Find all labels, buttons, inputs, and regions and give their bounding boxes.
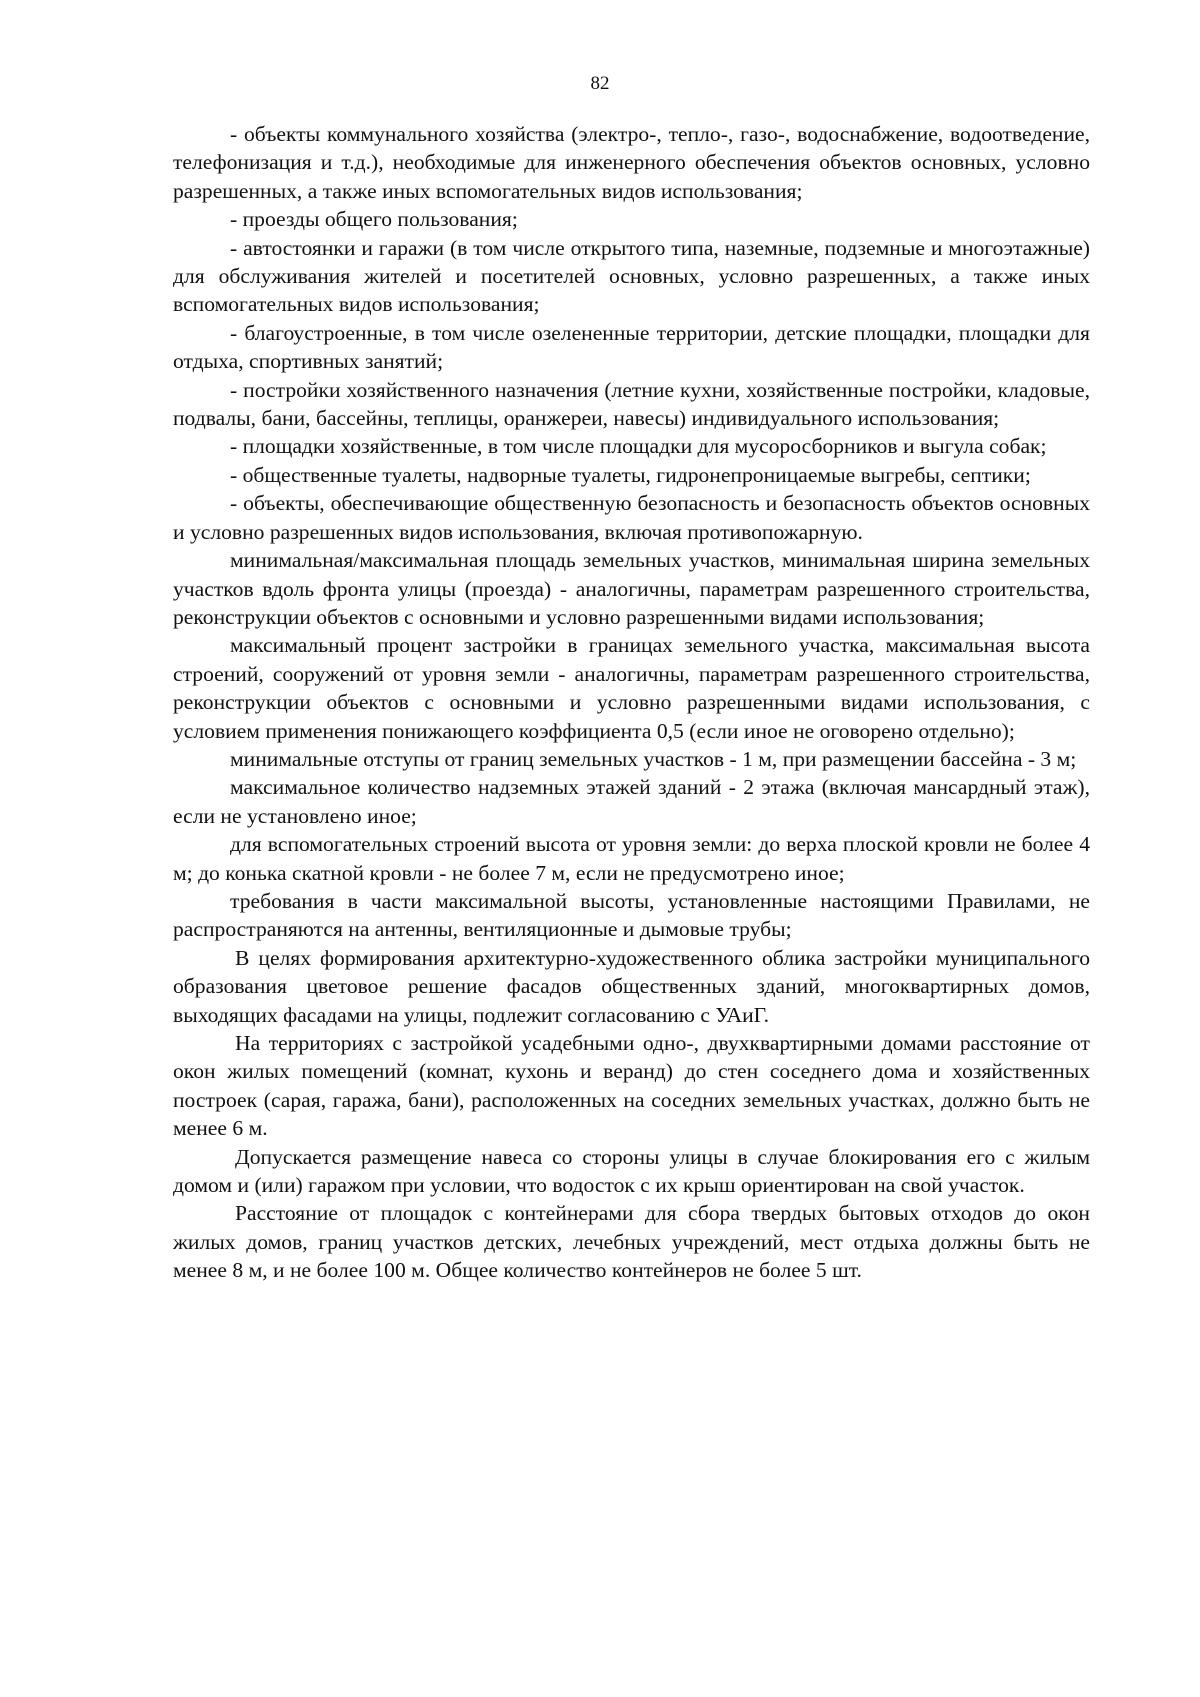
- paragraph-waste-containers: Расстояние от площадок с контейнерами для сбора твердых бытовых отходов до окон жилых домов, границ участков детских, лечебных учреждений, мест отдыха должны быть не менее 8 м, и не более 100 м. Общее количество контейнеров не более 5 шт.: [173, 1201, 1090, 1283]
- paragraph-building-percentage: максимальный процент застройки в границах земельного участка, максимальная высота строений, сооружений от уровня земли - аналогичны, параметрам разрешенного строительства, реконструкции объектов с основными и условно разрешенными видами использования, с условием применения понижающего коэффициента 0,5 (если иное не оговорено отдельно);: [173, 633, 1090, 743]
- paragraph-canopy: Допускается размещение навеса со стороны улицы в случае блокирования его с жилым домом и (или) гаражом при условии, что водосток с их крыш ориентирован на свой участок.: [173, 1144, 1090, 1198]
- paragraph-safety-objects: - объекты, обеспечивающие общественную безопасность и безопасность объектов основных и условно разрешенных видов использования, включая противопожарную.: [173, 491, 1090, 544]
- paragraph-height-exceptions: требования в части максимальной высоты, установленные настоящими Правилами, не распространяются на антенны, вентиляционные и дымовые трубы;: [173, 888, 1090, 942]
- paragraph-auxiliary-height: для вспомогательных строений высота от уровня земли: до верха плоской кровли не более 4 м; до конька скатной кровли - не более 7 м, если не предусмотрено иное;: [173, 832, 1090, 885]
- paragraph-facade-approval: В целях формирования архитектурно-художественного облика застройки муниципального образования цветовое решение фасадов общественных зданий, многоквартирных домов, выходящих фасадами на улицы, подлежит согласованию с УАиГ.: [173, 945, 1090, 1027]
- paragraph-toilets: - общественные туалеты, надворные туалеты, гидронепроницаемые выгребы, септики;: [230, 462, 1031, 487]
- paragraph-setbacks: минимальные отступы от границ земельных участков - 1 м, при размещении бассейна - 3 м;: [230, 746, 1077, 771]
- paragraph-window-distance: На территориях с застройкой усадебными одно-, двухквартирными домами расстояние от окон жилых помещений (комнат, кухонь и веранд) до стен соседнего дома и хозяйственных построек (сарая, гаража, бани), расположенных на соседних земельных участках, должно быть не менее 6 м.: [173, 1031, 1090, 1141]
- paragraph-landscaped-areas: - благоустроенные, в том числе озелененные территории, детские площадки, площадки для отдыха, спортивных занятий;: [173, 320, 1090, 374]
- paragraph-public-driveways: - проезды общего пользования;: [230, 207, 518, 232]
- paragraph-household-areas: - площадки хозяйственные, в том числе площадки для мусоросборников и выгула собак;: [230, 434, 1047, 459]
- paragraph-plot-area: минимальная/максимальная площадь земельных участков, минимальная ширина земельных участков вдоль фронта улицы (проезда) - аналогичны, параметрам разрешенного строительства, реконструкции объектов с основными и условно разрешенными видами использования;: [173, 548, 1090, 629]
- paragraph-outbuildings: - постройки хозяйственного назначения (летние кухни, хозяйственные постройки, кладовые, подвалы, бани, бассейны, теплицы, оранжереи, навесы) индивидуального использования;: [173, 377, 1090, 431]
- paragraph-floor-count: максимальное количество надземных этажей зданий - 2 этажа (включая мансардный этаж), если не установлено иное;: [173, 775, 1090, 828]
- page-number: 82: [590, 73, 610, 94]
- document-body: [173, 120, 1090, 1285]
- paragraph-utilities: - объекты коммунального хозяйства (электро-, тепло-, газо-, водоснабжение, водоотведение, телефонизация и т.д.), необходимые для инженерного обеспечения объектов основных, условно разрешенных, а также иных вспомогательных видов использования;: [173, 122, 1090, 203]
- paragraph-parking-garages: - автостоянки и гаражи (в том числе открытого типа, наземные, подземные и многоэтажные) для обслуживания жителей и посетителей основных, условно разрешенных, а также иных вспомогательных видов использования;: [173, 235, 1090, 317]
